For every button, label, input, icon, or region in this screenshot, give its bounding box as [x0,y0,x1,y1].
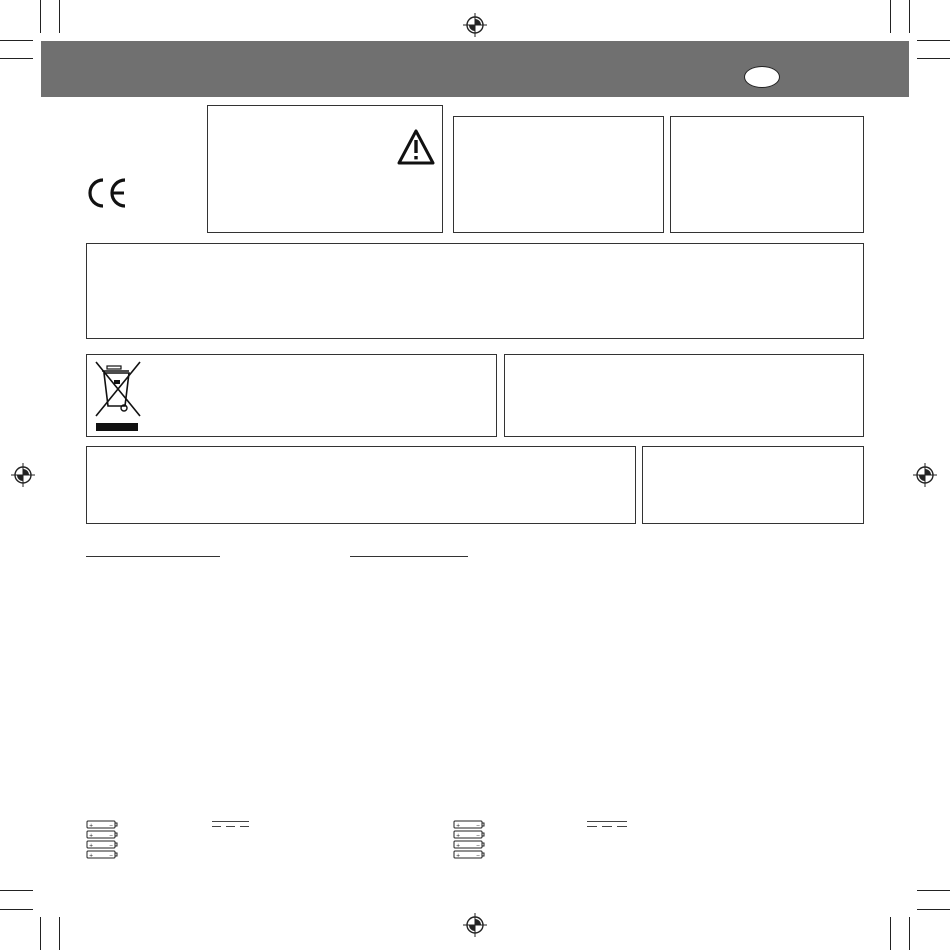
svg-text:−: − [476,853,481,859]
warning-triangle-icon [396,128,436,166]
language-badge [744,66,780,88]
svg-text:−: − [476,833,481,839]
svg-text:−: − [109,823,114,829]
info-box-2 [670,116,864,233]
info-box-4 [86,446,636,524]
warning-box [207,105,443,233]
svg-text:−: − [109,853,114,859]
underline-left [86,556,220,557]
weee-box [86,354,497,437]
svg-text:+: + [89,823,94,829]
svg-text:+: + [89,843,94,849]
crossed-out-wheelie-bin-icon [93,360,143,432]
svg-text:+: + [456,823,461,829]
svg-text:+: + [456,833,461,839]
header-bar [41,41,909,97]
svg-text:−: − [109,833,114,839]
registration-target-icon [913,463,937,487]
notice-box-wide [86,243,864,339]
registration-target-icon [11,463,35,487]
registration-target-icon [463,13,487,37]
svg-text:−: − [476,843,481,849]
info-box-3 [504,354,864,437]
svg-text:−: − [476,823,481,829]
registration-target-icon [463,913,487,937]
underline-right [350,556,468,557]
info-box-5 [642,446,864,524]
svg-text:+: + [456,843,461,849]
svg-text:+: + [456,853,461,859]
battery-icon [453,820,485,862]
ce-mark-icon [84,178,128,208]
svg-text:+: + [89,833,94,839]
battery-icon [86,820,118,862]
svg-text:−: − [109,843,114,849]
svg-text:+: + [89,853,94,859]
info-box-1 [453,116,664,233]
